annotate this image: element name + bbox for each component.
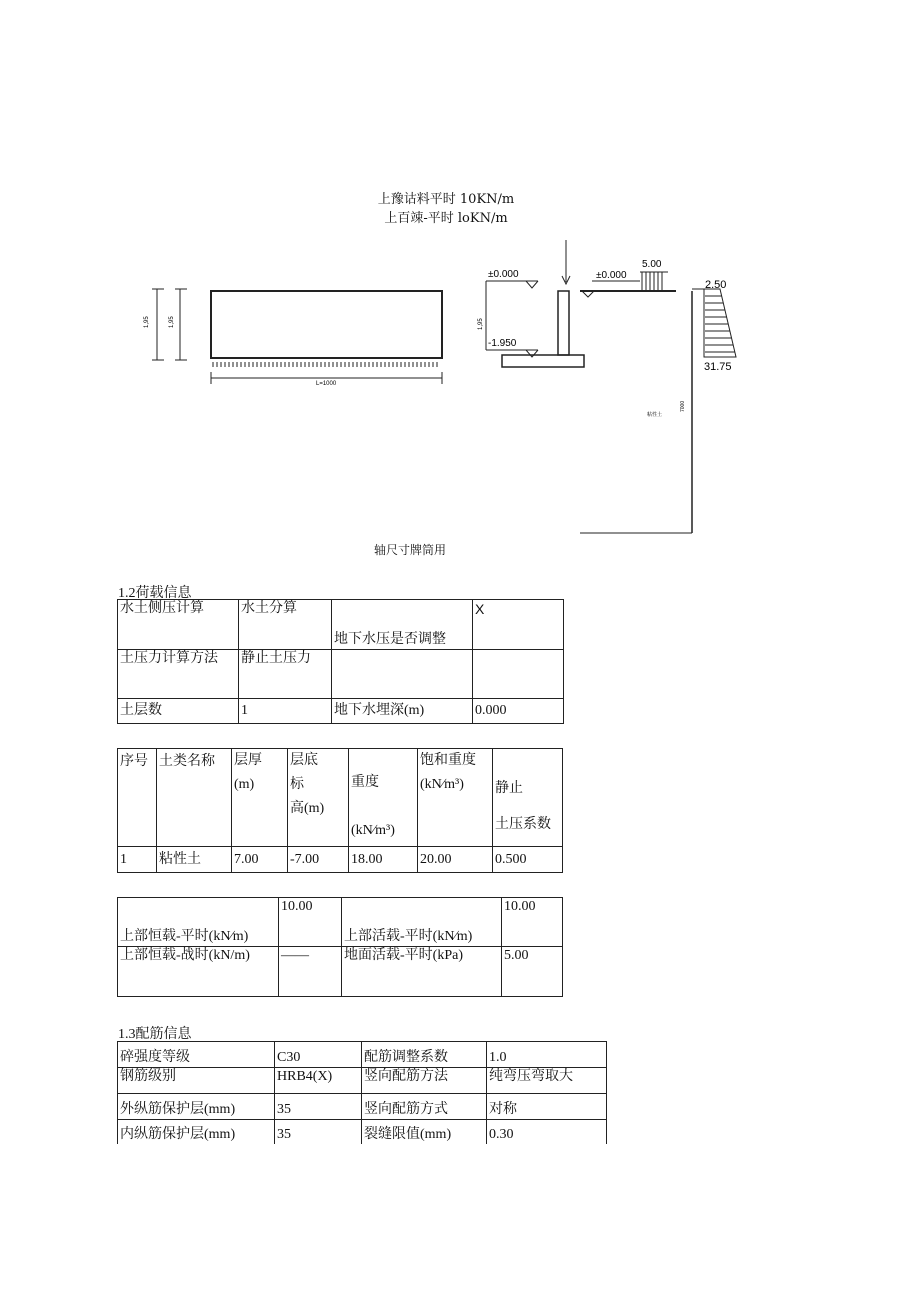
- header-text: 高(m): [290, 801, 325, 816]
- cell: 18.00: [349, 847, 418, 873]
- cell: 1: [118, 847, 157, 873]
- cell: 5.00: [502, 947, 563, 997]
- figure-caption-line2: 上百竦-平时 loKN/m: [384, 211, 508, 226]
- header-text: 重度: [351, 775, 379, 790]
- cell: 外纵筋保护层(mm): [118, 1094, 275, 1120]
- dim-left-outer: 1,95: [144, 316, 150, 328]
- cell: [473, 650, 564, 699]
- cell: 上部恒载-战时(kN/m): [118, 947, 279, 997]
- header-text: (kN∕m³): [351, 823, 395, 838]
- soil-table: [117, 748, 563, 873]
- cell: X: [473, 600, 564, 650]
- cell: [332, 650, 473, 699]
- section-title-load: 1.2荷载信息: [118, 586, 192, 601]
- dim-bottom: L=1000: [316, 381, 337, 387]
- dim-left-inner: 1,95: [169, 316, 175, 328]
- cell: 0.000: [473, 699, 564, 724]
- cell: 纯弯压弯取大: [487, 1068, 607, 1094]
- cell: 上部活载-平时(kN∕m): [342, 898, 502, 947]
- plan-rectangle: [211, 291, 442, 358]
- cell: 地面活载-平时(kPa): [342, 947, 502, 997]
- cell: 裂缝限值(mm): [362, 1120, 487, 1144]
- cell: 静止土压力: [239, 650, 332, 699]
- cell: 竖向配筋方法: [362, 1068, 487, 1094]
- wall-footing: [502, 355, 584, 367]
- cell: 0.500: [493, 847, 563, 873]
- cell: 水土侧压计算: [118, 600, 239, 650]
- pressure-bottom: 31.75: [704, 361, 732, 373]
- cell: 0.30: [487, 1120, 607, 1144]
- soil-label: 粘性土: [647, 412, 663, 418]
- cell: 地下水埋深(m): [332, 699, 473, 724]
- cell: 竖向配筋方式: [362, 1094, 487, 1120]
- header-cell: [493, 749, 563, 847]
- header-text: (m): [234, 777, 255, 792]
- header-text: 土压系数: [495, 817, 551, 832]
- cell: 35: [275, 1094, 362, 1120]
- cell: 10.00: [279, 898, 342, 947]
- figure-caption-line1: 上豫诂料平时 10KN∕m: [377, 192, 515, 207]
- load-table: [117, 599, 564, 724]
- cell: 碎强度等级: [118, 1042, 275, 1068]
- cell: 对称: [487, 1094, 607, 1120]
- elev-bottom: -1.950: [488, 338, 517, 349]
- retaining-wall-drawing: [0, 0, 920, 560]
- header-text: 层底: [290, 753, 318, 768]
- cell: 7.00: [232, 847, 288, 873]
- cell: 水土分算: [239, 600, 332, 650]
- wall-stem: [558, 291, 569, 355]
- cell: -7.00: [288, 847, 349, 873]
- load-value: 5.00: [642, 259, 662, 270]
- cell: 1.0: [487, 1042, 607, 1068]
- cell: 配筋调整系数: [362, 1042, 487, 1068]
- header-cell: 序号: [118, 749, 157, 847]
- header-cell: [418, 749, 493, 847]
- cell: 地下水压是否调整: [332, 600, 473, 650]
- elev-top: ±0.000: [488, 269, 519, 280]
- elev-mid: 1,95: [478, 318, 484, 330]
- pressure-top: 2.50: [705, 279, 727, 291]
- header-text: 静止: [495, 781, 523, 796]
- cell: HRB4(X): [275, 1068, 362, 1094]
- cell: 35: [275, 1120, 362, 1144]
- cell: 粘性土: [157, 847, 232, 873]
- upper-load-table: [117, 897, 563, 997]
- rebar-table: [117, 1041, 607, 1144]
- figure-footer: 轴尺寸牌筒用: [373, 543, 446, 557]
- cell: 1: [239, 699, 332, 724]
- elev-right: ±0.000: [596, 270, 627, 281]
- section-title-rebar: 1.3配筋信息: [118, 1027, 192, 1042]
- cell: ——: [279, 947, 342, 997]
- depth-label: 7000: [680, 400, 686, 412]
- header-text: 层厚: [234, 753, 262, 768]
- header-cell: [288, 749, 349, 847]
- header-text: 标: [290, 777, 304, 792]
- cell: 20.00: [418, 847, 493, 873]
- cell: 钢筋级别: [118, 1068, 275, 1094]
- cell: 土层数: [118, 699, 239, 724]
- cell: 内纵筋保护层(mm): [118, 1120, 275, 1144]
- cell: 10.00: [502, 898, 563, 947]
- header-cell: [349, 749, 418, 847]
- header-cell: 土类名称: [157, 749, 232, 847]
- header-text: 饱和重度: [420, 753, 476, 768]
- header-text: (kN∕m³): [420, 777, 464, 792]
- header-cell: [232, 749, 288, 847]
- cell: C30: [275, 1042, 362, 1068]
- cell: 上部恒载-平时(kN∕m): [118, 898, 279, 947]
- cell: 土压力计算方法: [118, 650, 239, 699]
